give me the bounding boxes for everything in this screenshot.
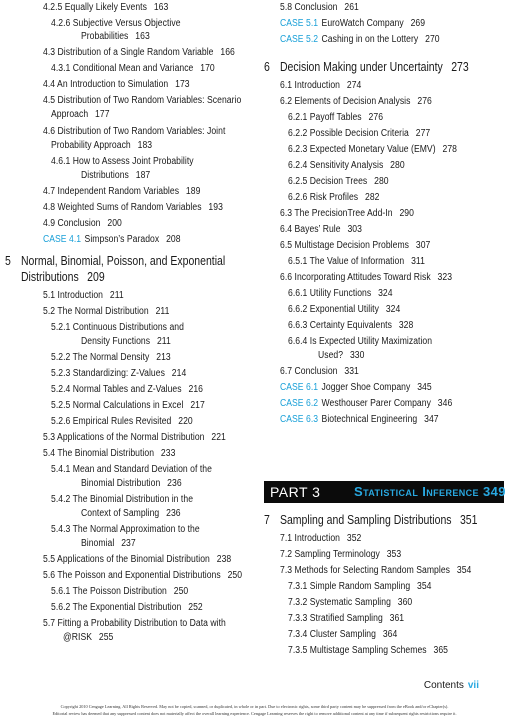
entry-title: Distributions bbox=[81, 170, 129, 181]
entry-title: 7.3.2 Systematic Sampling bbox=[288, 597, 391, 608]
toc-entry bbox=[63, 632, 113, 644]
entry-title: 6.6.2 Exponential Utility bbox=[288, 304, 379, 315]
entry-title: 6.4 Bayes’ Rule bbox=[280, 224, 341, 235]
entry-title: 6.7 Conclusion bbox=[280, 366, 338, 377]
toc-entry bbox=[288, 144, 457, 156]
chapter-number: 7 bbox=[264, 513, 270, 527]
page-ref: 365 bbox=[433, 645, 448, 656]
page-ref: 269 bbox=[410, 18, 426, 29]
page-ref: 307 bbox=[415, 240, 431, 251]
page-ref: 213 bbox=[156, 352, 171, 363]
page-ref: 214 bbox=[171, 368, 187, 379]
page-ref: 270 bbox=[425, 34, 440, 45]
toc-entry bbox=[51, 464, 212, 476]
page-ref: 209 bbox=[87, 270, 105, 284]
case-entry bbox=[280, 414, 439, 426]
case-label: CASE 5.2 bbox=[280, 34, 319, 45]
page-ref: 217 bbox=[190, 400, 205, 411]
page-ref: 274 bbox=[346, 80, 362, 91]
toc-entry bbox=[318, 350, 364, 362]
entry-title: 6.2.2 Possible Decision Criteria bbox=[288, 128, 409, 139]
toc-entry bbox=[51, 18, 181, 30]
page-ref: 280 bbox=[390, 160, 405, 171]
page-ref: 236 bbox=[167, 478, 182, 489]
entry-title: 6.5 Multistage Decision Problems bbox=[280, 240, 409, 251]
toc-entry bbox=[280, 224, 362, 236]
page-ref: 163 bbox=[153, 2, 169, 13]
toc-entry bbox=[43, 570, 242, 582]
entry-title: 7.3.4 Cluster Sampling bbox=[288, 629, 376, 640]
entry-title: 7.2 Sampling Terminology bbox=[280, 549, 380, 560]
toc-entry bbox=[51, 140, 152, 152]
toc-entry bbox=[43, 2, 168, 14]
page-ref: 323 bbox=[437, 272, 453, 283]
toc-entry bbox=[51, 352, 171, 364]
toc-entry bbox=[51, 368, 186, 380]
page-ref: 211 bbox=[156, 336, 171, 347]
page-ref: 290 bbox=[399, 208, 414, 219]
page-ref: 189 bbox=[185, 186, 201, 197]
toc-entry bbox=[43, 126, 225, 138]
toc-entry bbox=[288, 645, 448, 657]
entry-title: 6.5.1 The Value of Information bbox=[288, 256, 405, 267]
entry-title: 5.2.2 The Normal Density bbox=[51, 352, 150, 363]
page-ref: 351 bbox=[459, 513, 478, 527]
page-ref: 237 bbox=[121, 538, 136, 549]
toc-entry bbox=[81, 170, 150, 182]
toc-entry bbox=[43, 432, 226, 444]
case-title: Jogger Shoe Company bbox=[321, 382, 411, 393]
page-ref: 193 bbox=[208, 202, 223, 213]
case-title: Cashing in on the Lottery bbox=[321, 34, 419, 45]
page-ref: 255 bbox=[98, 632, 114, 643]
page-ref: 233 bbox=[160, 448, 176, 459]
page-ref: 211 bbox=[109, 290, 124, 301]
toc-entry bbox=[43, 218, 122, 230]
case-title: Westhouser Parer Company bbox=[321, 398, 431, 409]
toc-entry bbox=[288, 320, 413, 332]
entry-title: 6.2 Elements of Decision Analysis bbox=[280, 96, 411, 107]
page-ref: 346 bbox=[437, 398, 453, 409]
page-ref: 330 bbox=[349, 350, 365, 361]
toc-entry bbox=[288, 112, 383, 124]
entry-title: 4.6.1 How to Assess Joint Probability bbox=[51, 156, 194, 167]
toc-entry bbox=[43, 290, 124, 302]
page-ref: 252 bbox=[188, 602, 203, 613]
entry-title: 6.2.1 Payoff Tables bbox=[288, 112, 362, 123]
case-label: CASE 6.3 bbox=[280, 414, 319, 425]
entry-title: 5.7 Fitting a Probability Distribution to Data with bbox=[43, 618, 226, 629]
case-title: Biotechnical Engineering bbox=[321, 414, 418, 425]
entry-title: 4.5 Distribution of Two Random Variables: Scenario bbox=[43, 95, 242, 106]
case-label: CASE 6.2 bbox=[280, 398, 319, 409]
page-ref: 276 bbox=[417, 96, 432, 107]
entry-title: 4.2.5 Equally Likely Events bbox=[43, 2, 147, 13]
toc-entry bbox=[288, 581, 432, 593]
entry-title: 6.6.3 Certainty Equivalents bbox=[288, 320, 392, 331]
page-ref: 211 bbox=[155, 306, 170, 317]
entry-title: 5.2.1 Continuous Distributions and bbox=[51, 322, 184, 333]
entry-title: 6.6 Incorporating Attitudes Toward Risk bbox=[280, 272, 431, 283]
toc-entry bbox=[280, 272, 452, 284]
page-ref: 187 bbox=[135, 170, 151, 181]
toc-entry bbox=[280, 80, 361, 92]
page-ref: 261 bbox=[344, 2, 359, 13]
page-ref: 277 bbox=[415, 128, 431, 139]
entry-title: 5.2.3 Standardizing: Z-Values bbox=[51, 368, 165, 379]
copyright-line-1: Copyright 2010 Cengage Learning. All Rights Reserved. May not be copied, scanned, or duplicated, in whole or in part. Due to electronic rights, some third party content may be suppressed from the eBook and/or eChapter(s). bbox=[60, 704, 449, 709]
page-ref: 353 bbox=[386, 549, 402, 560]
page-ref: 221 bbox=[211, 432, 226, 443]
toc-entry bbox=[288, 160, 405, 172]
entry-title: 4.3.1 Conditional Mean and Variance bbox=[51, 63, 194, 74]
entry-title: Binomial Distribution bbox=[81, 478, 161, 489]
case-entry bbox=[280, 34, 440, 46]
page-ref: 276 bbox=[368, 112, 384, 123]
toc-entry bbox=[81, 336, 171, 348]
entry-title: 4.2.6 Subjective Versus Objective bbox=[51, 18, 181, 29]
page-ref: 282 bbox=[365, 192, 380, 203]
entry-title: 5.3 Applications of the Normal Distribution bbox=[43, 432, 205, 443]
chapter-number: 6 bbox=[264, 60, 270, 74]
toc-entry bbox=[51, 416, 193, 428]
page-ref: 183 bbox=[137, 140, 153, 151]
toc-entry bbox=[280, 96, 432, 108]
page-ref: 238 bbox=[216, 554, 232, 565]
entry-title: Density Functions bbox=[81, 336, 151, 347]
page-ref: 360 bbox=[397, 597, 413, 608]
page-ref: 163 bbox=[135, 31, 150, 42]
entry-title: 7.3 Methods for Selecting Random Samples bbox=[280, 565, 450, 576]
page-footer bbox=[424, 680, 479, 692]
toc-entry bbox=[288, 256, 425, 268]
footer-label: Contents bbox=[423, 680, 464, 691]
entry-title: Approach bbox=[51, 109, 89, 120]
toc-entry bbox=[43, 95, 241, 107]
part-title: Statistical Inference 349 bbox=[354, 484, 506, 499]
entry-title: 7.3.1 Simple Random Sampling bbox=[288, 581, 411, 592]
entry-title: 6.1 Introduction bbox=[280, 80, 340, 91]
chapter-title: Normal, Binomial, Poisson, and Exponential bbox=[20, 254, 226, 268]
case-title: EuroWatch Company bbox=[321, 18, 404, 29]
entry-title: Used? bbox=[318, 350, 344, 361]
toc-entry bbox=[51, 494, 193, 506]
toc-entry bbox=[280, 208, 414, 220]
toc-entry bbox=[288, 192, 379, 204]
page-ref: 170 bbox=[200, 63, 215, 74]
toc-entry bbox=[288, 288, 393, 300]
page-number: vii bbox=[467, 680, 479, 691]
page-ref: 250 bbox=[173, 586, 189, 597]
toc-entry bbox=[51, 400, 205, 412]
toc-entry bbox=[288, 613, 404, 625]
part-label: PART 3 bbox=[270, 484, 321, 500]
page-ref: 345 bbox=[417, 382, 432, 393]
entry-title: 6.3 The PrecisionTree Add-In bbox=[280, 208, 393, 219]
entry-title: 5.8 Conclusion bbox=[280, 2, 338, 13]
entry-title: 5.2.4 Normal Tables and Z-Values bbox=[51, 384, 182, 395]
page-ref: 173 bbox=[175, 79, 190, 90]
entry-title: 5.6.2 The Exponential Distribution bbox=[51, 602, 182, 613]
entry-title: 5.4 The Binomial Distribution bbox=[43, 448, 155, 459]
entry-title: Context of Sampling bbox=[81, 508, 160, 519]
toc-entry bbox=[280, 2, 359, 14]
toc-entry bbox=[51, 586, 188, 598]
toc-entry bbox=[288, 304, 400, 316]
toc-entry bbox=[43, 448, 175, 460]
entry-title: 6.6.1 Utility Functions bbox=[288, 288, 372, 299]
toc-entry bbox=[51, 109, 110, 121]
toc-entry bbox=[43, 306, 169, 318]
toc-entry bbox=[43, 554, 231, 566]
entry-title: 5.4.3 The Normal Approximation to the bbox=[51, 524, 200, 535]
page-ref: 177 bbox=[95, 109, 110, 120]
toc-entry bbox=[51, 384, 203, 396]
toc-entry bbox=[288, 597, 412, 609]
case-entry bbox=[280, 18, 425, 30]
case-title: Simpson’s Paradox bbox=[84, 234, 160, 245]
entry-title: 6.2.4 Sensitivity Analysis bbox=[288, 160, 384, 171]
page-ref: 166 bbox=[220, 47, 235, 58]
toc-entry bbox=[51, 63, 215, 75]
copyright-line-2: Editorial review has deemed that any suppressed content does not materially affect the overall learning experience. Cengage Learning reserves the right to remove additional content at any time if subsequent rights restrictions require it. bbox=[52, 711, 457, 716]
page-ref: 354 bbox=[417, 581, 432, 592]
toc-entry bbox=[51, 156, 194, 168]
page-ref: 324 bbox=[385, 304, 401, 315]
page-ref: 273 bbox=[451, 60, 469, 74]
entry-title: 4.6 Distribution of Two Random Variables: Joint bbox=[43, 126, 226, 137]
toc-entry bbox=[81, 478, 182, 490]
case-label: CASE 4.1 bbox=[43, 234, 82, 245]
chapter-number: 5 bbox=[5, 254, 11, 268]
page-ref: 331 bbox=[344, 366, 359, 377]
toc-entry bbox=[51, 322, 184, 334]
page-ref: 324 bbox=[378, 288, 393, 299]
toc-entry bbox=[280, 240, 430, 252]
entry-title: 6.2.5 Decision Trees bbox=[288, 176, 368, 187]
page-ref: 364 bbox=[382, 629, 398, 640]
toc-entry bbox=[280, 533, 361, 545]
entry-title: 6.2.6 Risk Profiles bbox=[288, 192, 359, 203]
entry-title: 5.6 The Poisson and Exponential Distributions bbox=[43, 570, 221, 581]
case-label: CASE 5.1 bbox=[280, 18, 319, 29]
chapter-title: Distributions 209 bbox=[20, 270, 105, 284]
toc-entry bbox=[43, 47, 235, 59]
page-ref: 280 bbox=[374, 176, 389, 187]
toc-entry bbox=[51, 524, 200, 536]
toc-entry bbox=[288, 336, 432, 348]
toc-entry bbox=[280, 549, 401, 561]
entry-title: 4.4 An Introduction to Simulation bbox=[43, 79, 169, 90]
toc-entry bbox=[43, 202, 223, 214]
entry-title: 4.8 Weighted Sums of Random Variables bbox=[43, 202, 202, 213]
toc-entry bbox=[43, 79, 190, 91]
page-ref: 220 bbox=[178, 416, 193, 427]
toc-entry bbox=[81, 31, 150, 43]
entry-title: 4.3 Distribution of a Single Random Variable bbox=[43, 47, 214, 58]
page-ref: 311 bbox=[411, 256, 425, 267]
entry-title: Binomial bbox=[81, 538, 115, 549]
toc-entry bbox=[81, 538, 136, 550]
entry-title: 7.3.3 Stratified Sampling bbox=[288, 613, 383, 624]
part-banner bbox=[264, 481, 504, 503]
entry-title: 5.4.2 The Binomial Distribution in the bbox=[51, 494, 194, 505]
toc-entry bbox=[288, 629, 397, 641]
chapter-title: Decision Making under Uncertainty 273 bbox=[279, 60, 469, 74]
entry-title: Probability Approach bbox=[51, 140, 131, 151]
entry-title: 6.2.3 Expected Monetary Value (EMV) bbox=[288, 144, 436, 155]
toc-entry bbox=[43, 186, 200, 198]
page-ref: 250 bbox=[227, 570, 243, 581]
case-entry bbox=[43, 234, 181, 246]
entry-title: 5.1 Introduction bbox=[43, 290, 103, 301]
page-ref: 347 bbox=[424, 414, 439, 425]
toc-entry bbox=[288, 176, 389, 188]
entry-title: 7.3.5 Multistage Sampling Schemes bbox=[288, 645, 427, 656]
page-ref: 328 bbox=[398, 320, 414, 331]
entry-title: 5.5 Applications of the Binomial Distribution bbox=[43, 554, 210, 565]
page-ref: 361 bbox=[389, 613, 405, 624]
entry-title: 5.2.5 Normal Calculations in Excel bbox=[51, 400, 184, 411]
toc-entry bbox=[288, 128, 430, 140]
page-ref: 303 bbox=[347, 224, 362, 235]
page-ref: 236 bbox=[166, 508, 181, 519]
entry-title: @RISK bbox=[63, 632, 93, 643]
toc-entry bbox=[280, 565, 471, 577]
page-ref: 354 bbox=[456, 565, 472, 576]
case-entry bbox=[280, 398, 452, 410]
toc-entry bbox=[81, 508, 181, 520]
entry-title: 5.2 The Normal Distribution bbox=[43, 306, 149, 317]
page-ref: 216 bbox=[188, 384, 203, 395]
toc-entry bbox=[51, 602, 203, 614]
entry-title: 5.4.1 Mean and Standard Deviation of the bbox=[51, 464, 212, 475]
entry-title: Probabilities bbox=[81, 31, 129, 42]
chapter-title: Sampling and Sampling Distributions 351 bbox=[279, 513, 478, 527]
entry-title: 4.9 Conclusion bbox=[43, 218, 101, 229]
entry-title: 7.1 Introduction bbox=[280, 533, 340, 544]
page-ref: 200 bbox=[107, 218, 122, 229]
page-ref: 208 bbox=[166, 234, 181, 245]
entry-title: 4.7 Independent Random Variables bbox=[43, 186, 180, 197]
case-label: CASE 6.1 bbox=[280, 382, 319, 393]
entry-title: 5.6.1 The Poisson Distribution bbox=[51, 586, 167, 597]
case-entry bbox=[280, 382, 432, 394]
entry-title: 6.6.4 Is Expected Utility Maximization bbox=[288, 336, 433, 347]
page-ref: 352 bbox=[346, 533, 362, 544]
toc-entry bbox=[43, 618, 226, 630]
toc-entry bbox=[280, 366, 359, 378]
entry-title: 5.2.6 Empirical Rules Revisited bbox=[51, 416, 172, 427]
page-ref: 278 bbox=[442, 144, 457, 155]
